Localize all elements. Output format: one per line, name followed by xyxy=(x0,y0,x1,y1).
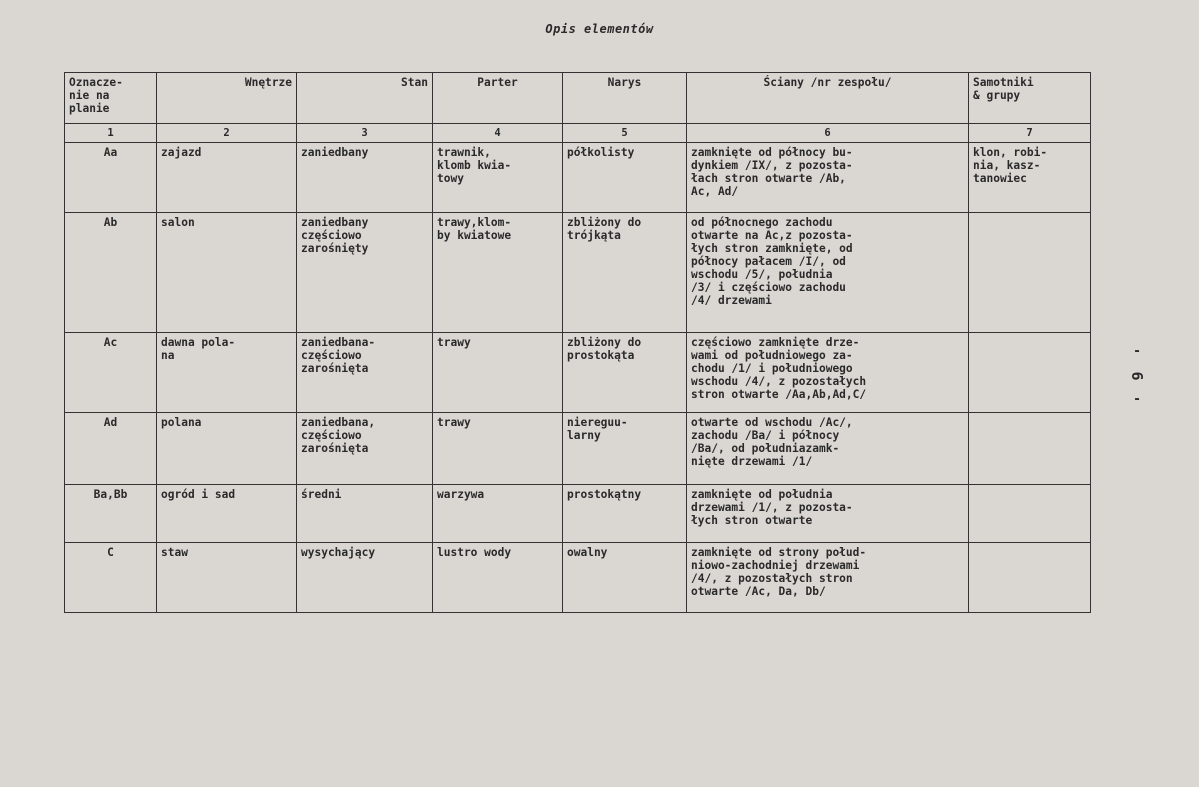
table-cell: trawnik, klomb kwia- towy xyxy=(433,143,563,213)
table-cell: niereguu- larny xyxy=(563,413,687,485)
table-cell: zbliżony do prostokąta xyxy=(563,333,687,413)
table-cell xyxy=(969,413,1091,485)
table-cell: zamknięte od południa drzewami /1/, z pozosta- łych stron otwarte xyxy=(687,485,969,543)
table-cell xyxy=(969,485,1091,543)
table-cell: zamknięte od strony połud- niowo-zachodniej drzewami /4/, z pozostałych stron otwarte /Ac, Da, Db/ xyxy=(687,543,969,613)
table-cell xyxy=(969,333,1091,413)
table-cell: klon, robi- nia, kasz- tanowiec xyxy=(969,143,1091,213)
table-cell: lustro wody xyxy=(433,543,563,613)
table-cell: zamknięte od północy bu- dynkiem /IX/, z pozosta- łach stron otwarte /Ab, Ac, Ad/ xyxy=(687,143,969,213)
table-cell: warzywa xyxy=(433,485,563,543)
table-row xyxy=(65,485,1091,543)
column-number: 3 xyxy=(297,124,433,143)
page-number-dash: - xyxy=(1133,344,1141,359)
column-number: 1 xyxy=(65,124,157,143)
col-header-parter: Parter xyxy=(433,73,563,124)
table-cell: półkolisty xyxy=(563,143,687,213)
table-row xyxy=(65,333,1091,413)
table-cell: zaniedbany częściowo zarośnięty xyxy=(297,213,433,333)
table-cell: trawy xyxy=(433,413,563,485)
page-number-value: 6 xyxy=(1128,371,1146,381)
page-title: Opis elementów xyxy=(545,22,654,36)
table-cell: od północnego zachodu otwarte na Ac,z pozosta- łych stron zamknięte, od północy pałacem /I/, od wschodu /5/, południa /3/ i częściowo zachodu /4/ drzewami xyxy=(687,213,969,333)
column-number-row xyxy=(65,124,1091,143)
col-header-stan: Stan xyxy=(297,73,433,124)
table-cell: ogród i sad xyxy=(157,485,297,543)
col-header-narys: Narys xyxy=(563,73,687,124)
table-cell: owalny xyxy=(563,543,687,613)
table-cell: średni xyxy=(297,485,433,543)
col-header-oznaczenie: Oznacze- nie na planie xyxy=(65,73,157,124)
table-cell: zaniedbany xyxy=(297,143,433,213)
table-row xyxy=(65,543,1091,613)
page-number-dash: - xyxy=(1133,392,1141,407)
table-cell: staw xyxy=(157,543,297,613)
table-cell: C xyxy=(65,543,157,613)
table-cell: polana xyxy=(157,413,297,485)
table-cell: Ac xyxy=(65,333,157,413)
table-row xyxy=(65,413,1091,485)
table-cell: trawy xyxy=(433,333,563,413)
table-body xyxy=(65,143,1091,613)
table-cell: zajazd xyxy=(157,143,297,213)
col-header-wnetrze: Wnętrze xyxy=(157,73,297,124)
table-cell: prostokątny xyxy=(563,485,687,543)
table-cell: Ba,Bb xyxy=(65,485,157,543)
column-number: 5 xyxy=(563,124,687,143)
table-cell: Aa xyxy=(65,143,157,213)
header-row xyxy=(65,73,1091,124)
table-cell: trawy,klom- by kwiatowe xyxy=(433,213,563,333)
column-number: 4 xyxy=(433,124,563,143)
table-cell: otwarte od wschodu /Ac/, zachodu /Ba/ i północy /Ba/, od południazamk- nięte drzewami /1/ xyxy=(687,413,969,485)
column-number: 2 xyxy=(157,124,297,143)
table-cell: Ad xyxy=(65,413,157,485)
table-cell: zaniedbana- częściowo zarośnięta xyxy=(297,333,433,413)
column-number: 7 xyxy=(969,124,1091,143)
table-cell: salon xyxy=(157,213,297,333)
table-cell xyxy=(969,543,1091,613)
elements-table xyxy=(64,72,1091,613)
page-number xyxy=(1125,345,1149,407)
table-row xyxy=(65,143,1091,213)
table-cell: Ab xyxy=(65,213,157,333)
col-header-samotniki: Samotniki & grupy xyxy=(969,73,1091,124)
table-cell: częściowo zamknięte drze- wami od południowego za- chodu /1/ i południowego wschodu /4/, z pozostałych stron otwarte /Aa,Ab,Ad,C/ xyxy=(687,333,969,413)
col-header-sciany: Ściany /nr zespołu/ xyxy=(687,73,969,124)
table-cell: zbliżony do trójkąta xyxy=(563,213,687,333)
table-cell: wysychający xyxy=(297,543,433,613)
table-row xyxy=(65,213,1091,333)
table-cell xyxy=(969,213,1091,333)
table-cell: dawna pola- na xyxy=(157,333,297,413)
table-cell: zaniedbana, częściowo zarośnięta xyxy=(297,413,433,485)
column-number: 6 xyxy=(687,124,969,143)
